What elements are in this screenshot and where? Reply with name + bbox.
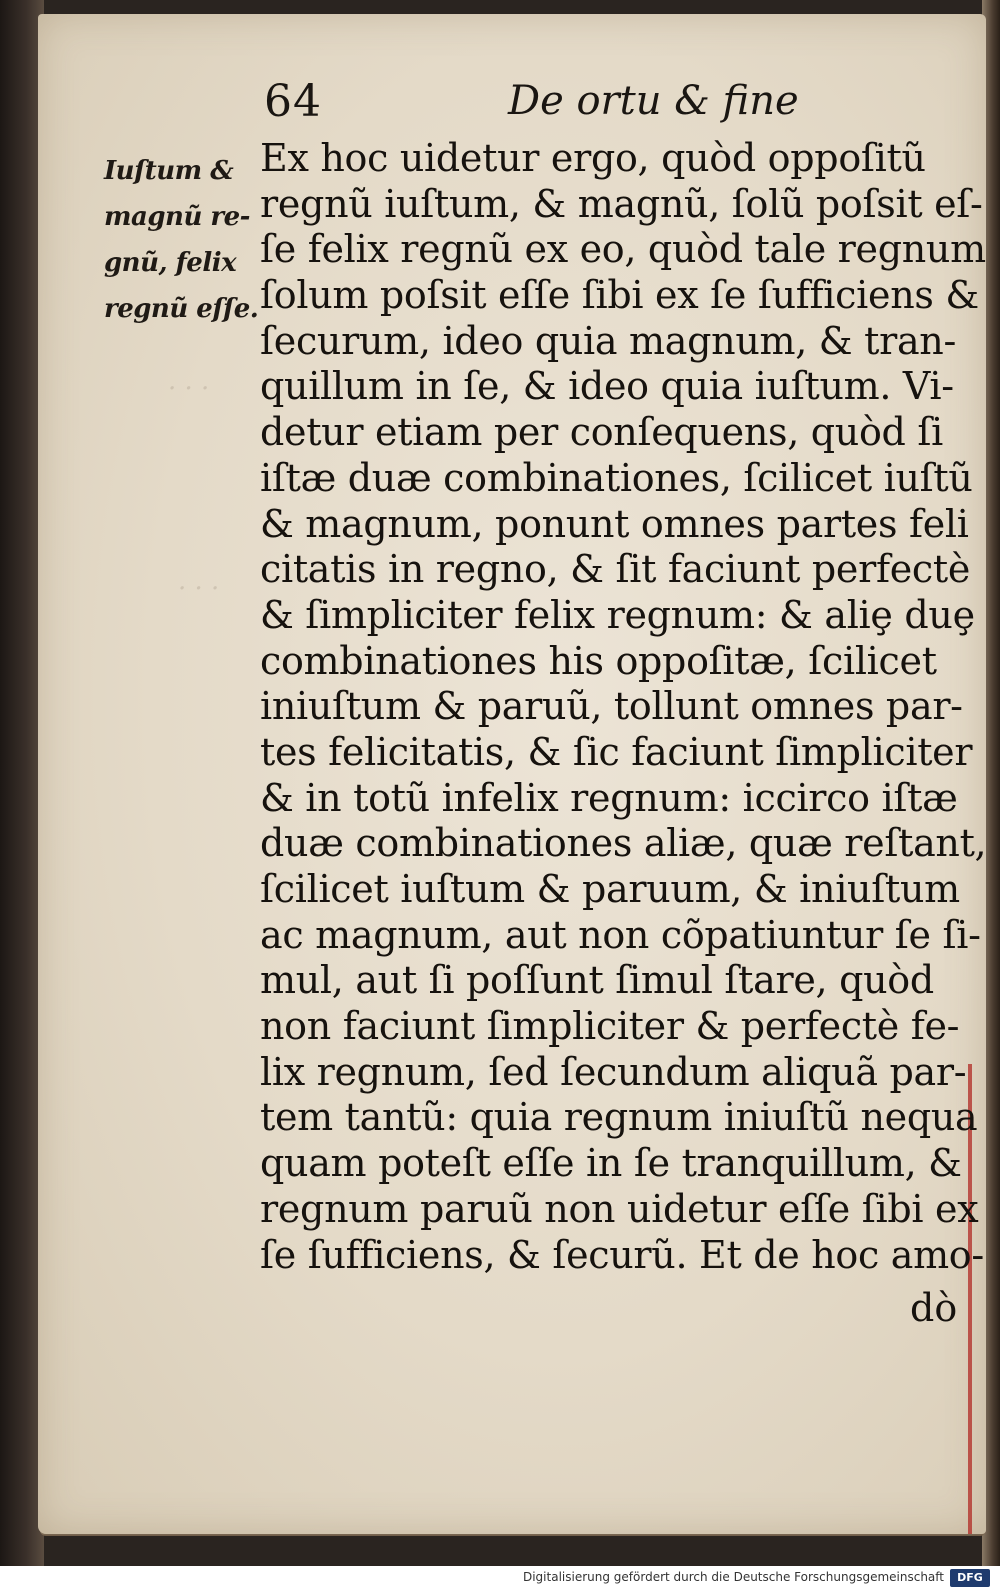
- text-line: citatis in regno, & ſit faciunt perfectè: [260, 547, 971, 592]
- text-line: combinationes his oppoſitæ, ſcilicet: [260, 638, 937, 683]
- text-line: ſcilicet iuſtum & paruum, & iniuſtum: [260, 867, 960, 911]
- running-title: De ortu & fine: [508, 78, 799, 124]
- marginal-note-line: Iuſtum &: [104, 156, 234, 186]
- text-line: & magnum, ponunt omnes partes feli: [260, 501, 969, 546]
- text-line: Ex hoc uidetur ergo, quòd oppoſitũ: [260, 136, 926, 180]
- text-line: non faciunt ſimpliciter & perfectè fe-: [260, 1004, 960, 1049]
- page-header: [38, 76, 986, 136]
- funding-credit: Digitalisierung gefördert durch die Deutsche Forschungsgemeinschaft: [522, 1570, 944, 1584]
- text-line: ſe felix regnũ ex eo, quòd tale regnum: [260, 227, 986, 272]
- dfg-logo: DFG: [950, 1569, 990, 1587]
- page-number: 64: [264, 76, 322, 127]
- marginal-note: [104, 148, 279, 332]
- text-line: & in totũ infelix regnum: iccirco iſtæ: [260, 775, 958, 820]
- main-text-block: [260, 136, 987, 1278]
- text-line: iſtæ duæ combinationes, ſcilicet iuſtũ: [260, 455, 973, 500]
- marginal-note-line: gnũ, felix: [104, 248, 237, 278]
- text-line: ſolum poſsit eſſe ſibi ex ſe ſufficiens &: [260, 273, 979, 318]
- book-page: [38, 14, 986, 1534]
- text-line: iniuſtum & paruũ, tollunt omnes par-: [260, 684, 963, 729]
- text-line: detur etiam per conſequens, quòd ſi: [260, 410, 943, 455]
- text-line: tem tantũ: quia regnum iniuſtũ nequa: [260, 1095, 978, 1140]
- text-line: ſecurum, ideo quia magnum, & tran-: [260, 318, 957, 363]
- text-line: quam poteſt eſſe in ſe tranquillum, &: [260, 1141, 962, 1186]
- text-line: duæ combinationes aliæ, quæ reſtant,: [260, 821, 987, 866]
- text-line: mul, aut ſi poſſunt ſimul ſtare, quòd: [260, 958, 934, 1003]
- text-line: quillum in ſe, & ideo quia iuſtum. Vi-: [260, 364, 954, 409]
- marginal-note-line: regnũ eſſe.: [104, 294, 259, 324]
- catchword: dò: [910, 1286, 958, 1330]
- text-line: regnum paruũ non uidetur eſſe ſibi ex: [260, 1186, 979, 1231]
- text-line: tes felicitatis, & ſic faciunt ſimpliciter: [260, 729, 973, 774]
- text-line: regnũ iuſtum, & magnũ, ſolũ poſsit eſ-: [260, 181, 983, 226]
- text-line: lix regnum, ſed ſecundum aliquã par-: [260, 1049, 967, 1094]
- bleed-through-mark: · · ·: [178, 574, 220, 604]
- bleed-through-mark: · · ·: [168, 374, 210, 404]
- footer-bar: [0, 1566, 1000, 1592]
- marginal-note-line: magnũ re-: [104, 202, 250, 232]
- text-line: ac magnum, aut non cõpatiuntur ſe ſi-: [260, 912, 981, 957]
- text-line: & ſimpliciter felix regnum: & aliȩ duȩ: [260, 592, 975, 637]
- text-line: ſe ſufficiens, & ſecurũ. Et de hoc amo-: [260, 1232, 984, 1277]
